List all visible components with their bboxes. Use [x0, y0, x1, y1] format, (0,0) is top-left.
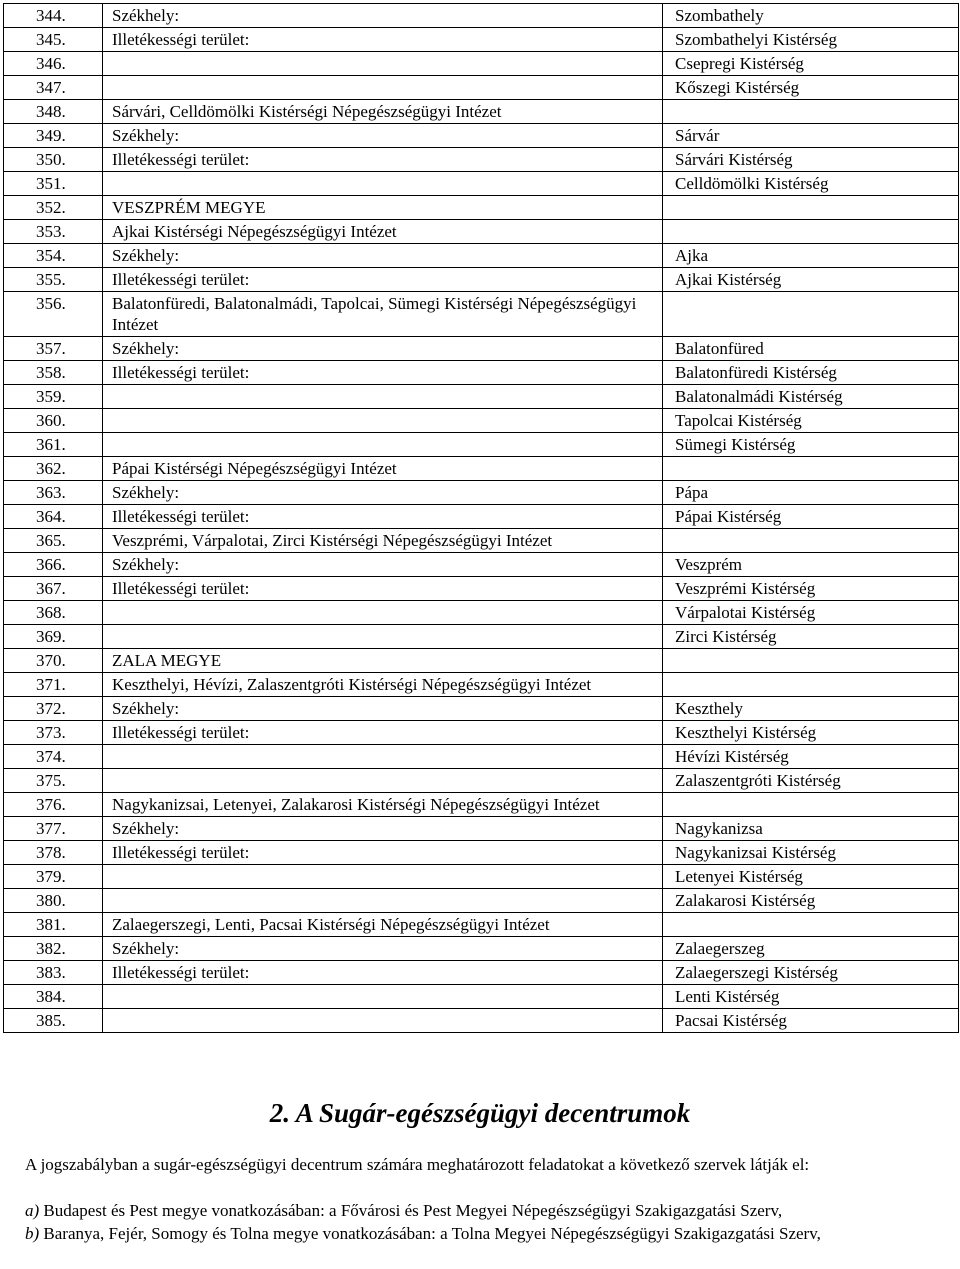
row-number: 356. — [4, 292, 103, 337]
row-label: Székhely: — [103, 817, 663, 841]
row-number: 378. — [4, 841, 103, 865]
row-number: 348. — [4, 100, 103, 124]
row-value: Nagykanizsa — [663, 817, 959, 841]
row-label: Székhely: — [103, 937, 663, 961]
table-row — [4, 220, 959, 244]
row-number: 353. — [4, 220, 103, 244]
table-row — [4, 148, 959, 172]
row-label — [103, 985, 663, 1009]
row-label: Illetékességi terület: — [103, 28, 663, 52]
row-value: Tapolcai Kistérség — [663, 409, 959, 433]
table-row — [4, 721, 959, 745]
row-label: ZALA MEGYE — [103, 649, 663, 673]
table-row — [4, 745, 959, 769]
table-row — [4, 196, 959, 220]
table-row — [4, 268, 959, 292]
row-value — [663, 649, 959, 673]
row-value: Balatonfüred — [663, 337, 959, 361]
table-row — [4, 697, 959, 721]
row-value: Sárvár — [663, 124, 959, 148]
row-label: Veszprémi, Várpalotai, Zirci Kistérségi Népegészségügyi Intézet — [103, 529, 663, 553]
row-label: Székhely: — [103, 4, 663, 28]
row-label — [103, 865, 663, 889]
row-value: Szombathelyi Kistérség — [663, 28, 959, 52]
row-number: 352. — [4, 196, 103, 220]
row-value — [663, 292, 959, 337]
table-row — [4, 505, 959, 529]
row-label — [103, 76, 663, 100]
row-number: 371. — [4, 673, 103, 697]
table-row — [4, 817, 959, 841]
row-number: 370. — [4, 649, 103, 673]
table-row — [4, 28, 959, 52]
row-number: 384. — [4, 985, 103, 1009]
table-row — [4, 673, 959, 697]
row-label: Balatonfüredi, Balatonalmádi, Tapolcai, Sümegi Kistérségi Népegészségügyi Intézet — [103, 292, 663, 337]
row-value: Csepregi Kistérség — [663, 52, 959, 76]
row-label — [103, 745, 663, 769]
row-number: 357. — [4, 337, 103, 361]
row-value: Zalakarosi Kistérség — [663, 889, 959, 913]
row-number: 374. — [4, 745, 103, 769]
list-item-text: Budapest és Pest megye vonatkozásában: a Fővárosi és Pest Megyei Népegészségügyi Szakigazgatási Szerv, — [39, 1201, 783, 1220]
row-number: 369. — [4, 625, 103, 649]
table-row — [4, 769, 959, 793]
row-label: Székhely: — [103, 124, 663, 148]
row-value: Veszprém — [663, 553, 959, 577]
table-row — [4, 649, 959, 673]
row-label: Székhely: — [103, 244, 663, 268]
row-number: 382. — [4, 937, 103, 961]
row-number: 366. — [4, 553, 103, 577]
row-label — [103, 433, 663, 457]
row-value — [663, 529, 959, 553]
row-label — [103, 385, 663, 409]
table-row — [4, 124, 959, 148]
list-item-letter: b) — [25, 1224, 40, 1243]
table-row — [4, 52, 959, 76]
row-label: Székhely: — [103, 337, 663, 361]
row-value: Pápa — [663, 481, 959, 505]
row-value: Hévízi Kistérség — [663, 745, 959, 769]
row-value: Balatonalmádi Kistérség — [663, 385, 959, 409]
row-label: VESZPRÉM MEGYE — [103, 196, 663, 220]
row-label: Illetékességi terület: — [103, 721, 663, 745]
table-row — [4, 841, 959, 865]
table-row — [4, 172, 959, 196]
row-label: Illetékességi terület: — [103, 577, 663, 601]
table-row — [4, 553, 959, 577]
registry-table-body — [4, 4, 959, 1033]
row-label: Ajkai Kistérségi Népegészségügyi Intézet — [103, 220, 663, 244]
row-number: 381. — [4, 913, 103, 937]
row-number: 358. — [4, 361, 103, 385]
row-label: Illetékességi terület: — [103, 148, 663, 172]
table-row — [4, 961, 959, 985]
row-value — [663, 913, 959, 937]
row-number: 372. — [4, 697, 103, 721]
row-number: 350. — [4, 148, 103, 172]
table-row — [4, 865, 959, 889]
intro-paragraph: A jogszabályban a sugár-egészségügyi decentrum számára meghatározott feladatokat a következő szervek látják el: — [25, 1155, 810, 1174]
row-label — [103, 1009, 663, 1033]
row-label: Pápai Kistérségi Népegészségügyi Intézet — [103, 457, 663, 481]
row-label — [103, 601, 663, 625]
table-row — [4, 793, 959, 817]
row-label: Illetékességi terület: — [103, 361, 663, 385]
row-value: Veszprémi Kistérség — [663, 577, 959, 601]
row-value: Pápai Kistérség — [663, 505, 959, 529]
table-row — [4, 433, 959, 457]
row-label: Székhely: — [103, 697, 663, 721]
list-item-text: Baranya, Fejér, Somogy és Tolna megye vonatkozásában: a Tolna Megyei Népegészségügyi Szakigazgatási Szerv, — [39, 1224, 821, 1243]
table-row — [4, 577, 959, 601]
row-value — [663, 457, 959, 481]
row-number: 355. — [4, 268, 103, 292]
row-label: Székhely: — [103, 553, 663, 577]
row-label — [103, 769, 663, 793]
table-row — [4, 361, 959, 385]
row-number: 385. — [4, 1009, 103, 1033]
row-number: 354. — [4, 244, 103, 268]
table-row — [4, 1009, 959, 1033]
row-label: Illetékességi terület: — [103, 505, 663, 529]
row-number: 346. — [4, 52, 103, 76]
row-value: Várpalotai Kistérség — [663, 601, 959, 625]
row-label: Illetékességi terület: — [103, 841, 663, 865]
row-value: Kőszegi Kistérség — [663, 76, 959, 100]
table-row — [4, 409, 959, 433]
row-label: Illetékességi terület: — [103, 961, 663, 985]
row-value: Pacsai Kistérség — [663, 1009, 959, 1033]
row-value: Zalaszentgróti Kistérség — [663, 769, 959, 793]
row-number: 363. — [4, 481, 103, 505]
row-number: 380. — [4, 889, 103, 913]
row-value: Zalaegerszeg — [663, 937, 959, 961]
table-row — [4, 4, 959, 28]
row-value — [663, 196, 959, 220]
row-number: 383. — [4, 961, 103, 985]
row-number: 362. — [4, 457, 103, 481]
row-value: Keszthely — [663, 697, 959, 721]
table-row — [4, 457, 959, 481]
row-number: 373. — [4, 721, 103, 745]
list-item-b — [3, 1222, 938, 1245]
table-row — [4, 292, 959, 337]
row-value: Nagykanizsai Kistérség — [663, 841, 959, 865]
table-row — [4, 529, 959, 553]
row-number: 364. — [4, 505, 103, 529]
table-row — [4, 100, 959, 124]
row-number: 379. — [4, 865, 103, 889]
row-label — [103, 889, 663, 913]
row-label — [103, 52, 663, 76]
row-value — [663, 793, 959, 817]
row-value: Ajka — [663, 244, 959, 268]
row-number: 351. — [4, 172, 103, 196]
list-item-a — [3, 1199, 938, 1222]
row-value: Zirci Kistérség — [663, 625, 959, 649]
row-number: 344. — [4, 4, 103, 28]
table-row — [4, 889, 959, 913]
table-row — [4, 985, 959, 1009]
table-row — [4, 385, 959, 409]
row-value: Sümegi Kistérség — [663, 433, 959, 457]
row-label — [103, 625, 663, 649]
row-number: 347. — [4, 76, 103, 100]
row-number: 349. — [4, 124, 103, 148]
row-label: Nagykanizsai, Letenyei, Zalakarosi Kistérségi Népegészségügyi Intézet — [103, 793, 663, 817]
table-row — [4, 76, 959, 100]
row-number: 377. — [4, 817, 103, 841]
row-label — [103, 409, 663, 433]
row-value: Szombathely — [663, 4, 959, 28]
table-row — [4, 913, 959, 937]
table-row — [4, 481, 959, 505]
row-number: 359. — [4, 385, 103, 409]
row-number: 345. — [4, 28, 103, 52]
registry-table — [3, 3, 959, 1033]
row-value: Letenyei Kistérség — [663, 865, 959, 889]
list-item-letter: a) — [25, 1201, 40, 1220]
row-value: Balatonfüredi Kistérség — [663, 361, 959, 385]
row-value: Keszthelyi Kistérség — [663, 721, 959, 745]
row-label: Illetékességi terület: — [103, 268, 663, 292]
section-title: 2. A Sugár-egészségügyi decentrumok — [269, 1098, 691, 1128]
table-row — [4, 601, 959, 625]
row-value: Ajkai Kistérség — [663, 268, 959, 292]
row-label: Zalaegerszegi, Lenti, Pacsai Kistérségi Népegészségügyi Intézet — [103, 913, 663, 937]
table-row — [4, 244, 959, 268]
row-number: 361. — [4, 433, 103, 457]
row-number: 367. — [4, 577, 103, 601]
row-value: Sárvári Kistérség — [663, 148, 959, 172]
row-label: Sárvári, Celldömölki Kistérségi Népegészségügyi Intézet — [103, 100, 663, 124]
row-number: 360. — [4, 409, 103, 433]
row-value: Zalaegerszegi Kistérség — [663, 961, 959, 985]
row-value — [663, 220, 959, 244]
row-number: 368. — [4, 601, 103, 625]
table-row — [4, 625, 959, 649]
row-value — [663, 100, 959, 124]
row-label — [103, 172, 663, 196]
row-value: Celldömölki Kistérség — [663, 172, 959, 196]
row-label: Székhely: — [103, 481, 663, 505]
row-number: 376. — [4, 793, 103, 817]
row-value — [663, 673, 959, 697]
row-value: Lenti Kistérség — [663, 985, 959, 1009]
row-number: 365. — [4, 529, 103, 553]
row-label: Keszthelyi, Hévízi, Zalaszentgróti Kistérségi Népegészségügyi Intézet — [103, 673, 663, 697]
table-row — [4, 937, 959, 961]
row-number: 375. — [4, 769, 103, 793]
table-row — [4, 337, 959, 361]
